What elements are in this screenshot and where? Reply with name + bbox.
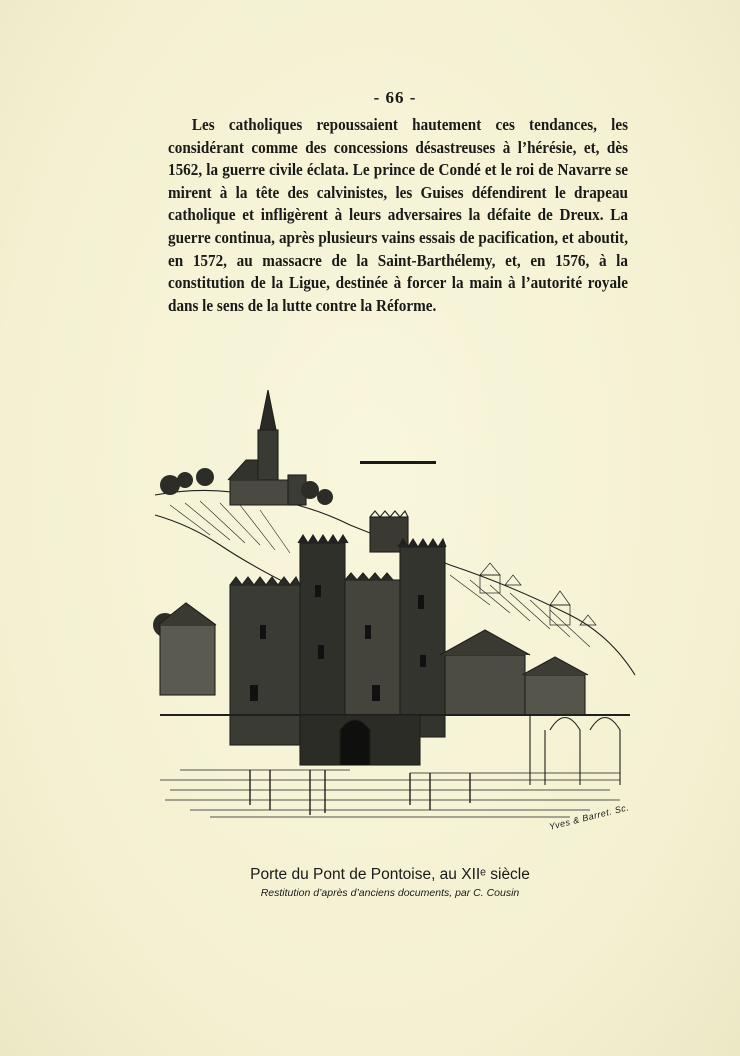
page-number: - 66 - bbox=[373, 88, 417, 107]
figure-caption-subtitle: Restitution d’après d’anciens documents, par C. Cousin bbox=[260, 887, 520, 899]
body-paragraph: Les catholiques repoussaient hautement ces tendances, les considérant comme des concessions désastreuses à l’hérésie, et, dès 1562, la guerre civile éclata. Le prince de Condé et le roi de Navarre se mirent à la tête des calvinistes, les Guises défendirent le drapeau catholique et infligèrent à leurs adversaires la défaite de Dreux. La guerre continua, après plusieurs vains essais de pacification, et aboutit, en 1572, au massacre de la Saint-Barthélemy, et, en 1576, à la constitution de la Ligue, destinée à forcer la main à l’autorité royale dans le sens de la lutte contre la Réforme. bbox=[168, 115, 629, 315]
engraver-signature: Yves & Barret. Sc. bbox=[548, 802, 631, 832]
figure-caption-title: Porte du Pont de Pontoise, au XIIᵉ siècle bbox=[250, 866, 530, 883]
engraving-illustration bbox=[150, 385, 640, 825]
